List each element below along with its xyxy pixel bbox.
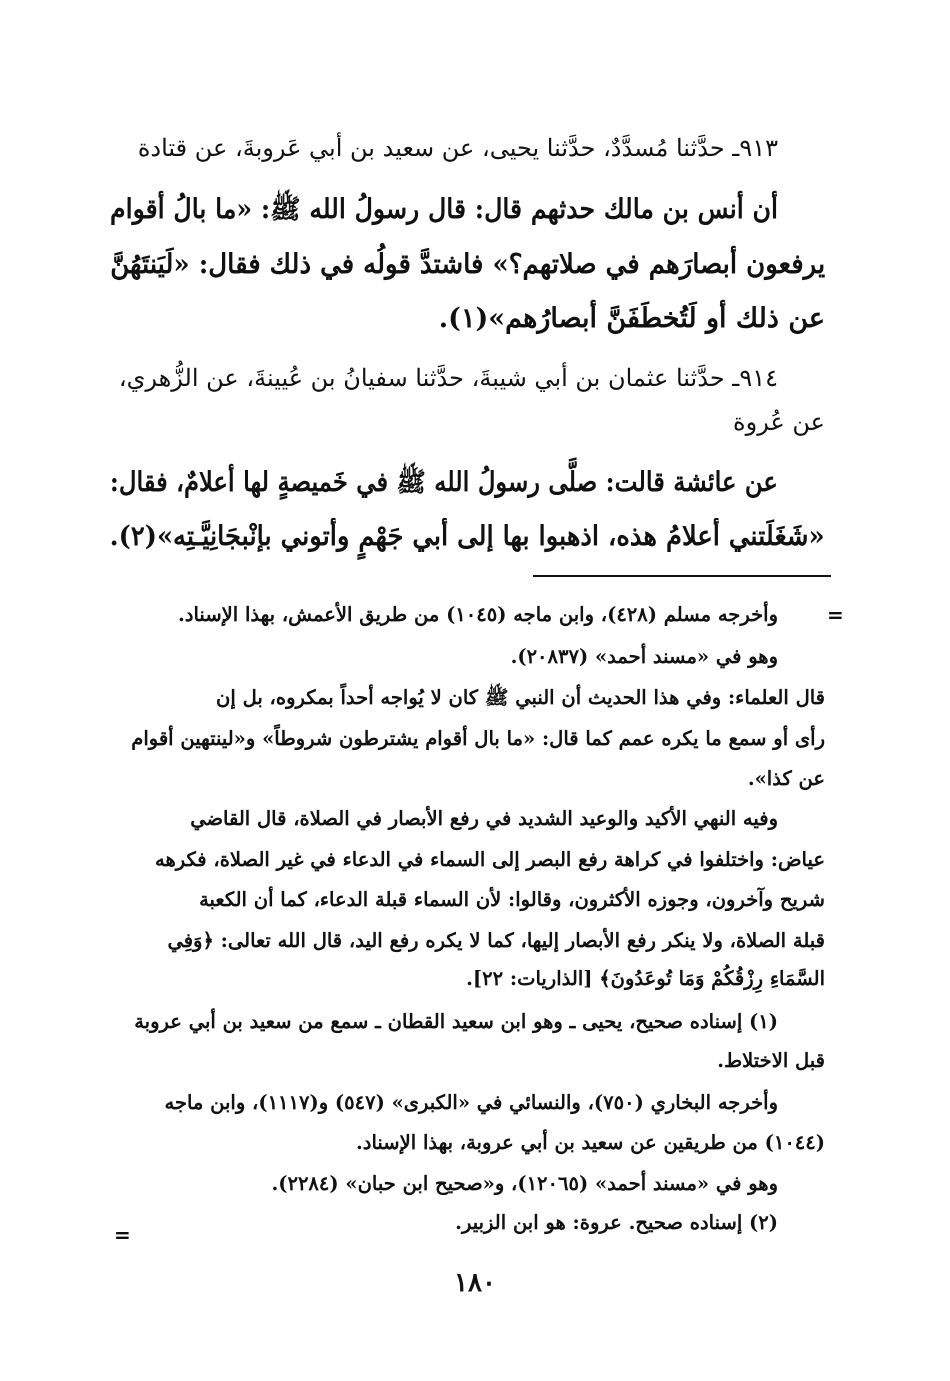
footnote-line-3: قال العلماء: وفي هذا الحديث أن النبي ﷺ كان لا يُواجه أحداً بمكروه، بل إن: [216, 686, 825, 709]
footnote-separator: [533, 575, 831, 577]
footnote-line-8: شريح وآخرون، وجوزه الأكثرون، وقالوا: لأن السماء قبلة الدعاء، كما أن الكعبة: [199, 888, 825, 911]
footnote-line-5: عن كذا».: [747, 767, 825, 790]
hadith-914-isnad-line-1: ٩١٤ـ حدَّثنا عثمان بن أبي شيبةَ، حدَّثنا سفيانُ بن عُيينةَ، عن الزُّهري،: [118, 364, 778, 392]
hadith-914-matn-line-2: «شَغَلَتني أعلامُ هذه، اذهبوا بها إلى أبي جَهْمٍ وأتوني بإنْبجَانِيَّـتِه»(٢).: [110, 521, 826, 552]
hadith-913-matn-line-1: أن أنس بن مالك حدثهم قال: قال رسولُ الله ﷺ: «ما بالُ أقوام: [109, 194, 778, 225]
footnote-line-16: (٢) إسناده صحيح. عروة: هو ابن الزبير.: [455, 1211, 778, 1234]
footnote-line-6: وفيه النهي الأكيد والوعيد الشديد في رفع الأبصار في الصلاة، قال القاضي: [190, 807, 778, 830]
continuation-mark-bottom: =: [114, 1223, 131, 1247]
continuation-mark-top: =: [827, 603, 844, 627]
footnote-line-12: قبل الاختلاط.: [717, 1049, 825, 1072]
hadith-914-matn-line-1: عن عائشة قالت: صلَّى رسولُ الله ﷺ في خَميصةٍ لها أعلامٌ، فقال:: [110, 467, 778, 498]
footnote-line-2: وهو في «مسند أحمد» (٢٠٨٣٧).: [510, 645, 778, 668]
footnote-line-15: وهو في «مسند أحمد» (١٢٠٦٥)، و«صحيح ابن حبان» (٢٢٨٤).: [271, 1172, 778, 1195]
footnote-line-9: قبلة الصلاة، ولا ينكر رفع الأبصار إليها، كما لا يكره رفع اليد، قال الله تعالى: ﴿وَفِي: [167, 929, 825, 952]
hadith-913-matn-line-2: يرفعون أبصارَهم في صلاتهم؟» فاشتدَّ قولُه في ذلك فقال: «لَيَنتَهُنَّ: [110, 249, 825, 280]
footnote-line-4: رأى أو سمع ما يكره عمم كما قال: «ما بال أقوام يشترطون شروطاً» و«لينتهين أقوام: [131, 727, 825, 750]
footnote-line-11: (١) إسناده صحيح، يحيى ـ وهو ابن سعيد القطان ـ سمع من سعيد بن أبي عروبة: [134, 1010, 778, 1033]
page-number: ١٨٠: [454, 1268, 496, 1298]
footnote-line-7: عياض: واختلفوا في كراهة رفع البصر إلى السماء في الدعاء في غير الصلاة، فكرهه: [155, 848, 825, 871]
footnote-line-1: وأخرجه مسلم (٤٢٨)، وابن ماجه (١٠٤٥) من طريق الأعمش، بهذا الإسناد.: [178, 603, 778, 626]
footnote-line-13: وأخرجه البخاري (٧٥٠)، والنسائي في «الكبرى» (٥٤٧) و(١١١٧)، وابن ماجه: [164, 1091, 778, 1114]
hadith-913-matn-line-3: عن ذلك أو لَتُخطَفَنَّ أبصارُهم»(١).: [438, 303, 825, 334]
hadith-914-isnad-line-2: عن عُروة: [733, 408, 825, 436]
hadith-913-isnad-line-1: ٩١٣ـ حدَّثنا مُسدَّدٌ، حدَّثنا يحيى، عن سعيد بن أبي عَروبةَ، عن قتادة: [137, 134, 778, 162]
footnote-line-14: (١٠٤٤) من طريقين عن سعيد بن أبي عروبة، بهذا الإسناد.: [355, 1131, 825, 1154]
footnote-quran-verse: السَّمَاءِ رِزْقُكُمْ وَمَا تُوعَدُونَ﴾ [الذاريات: ٢٢].: [466, 967, 825, 990]
